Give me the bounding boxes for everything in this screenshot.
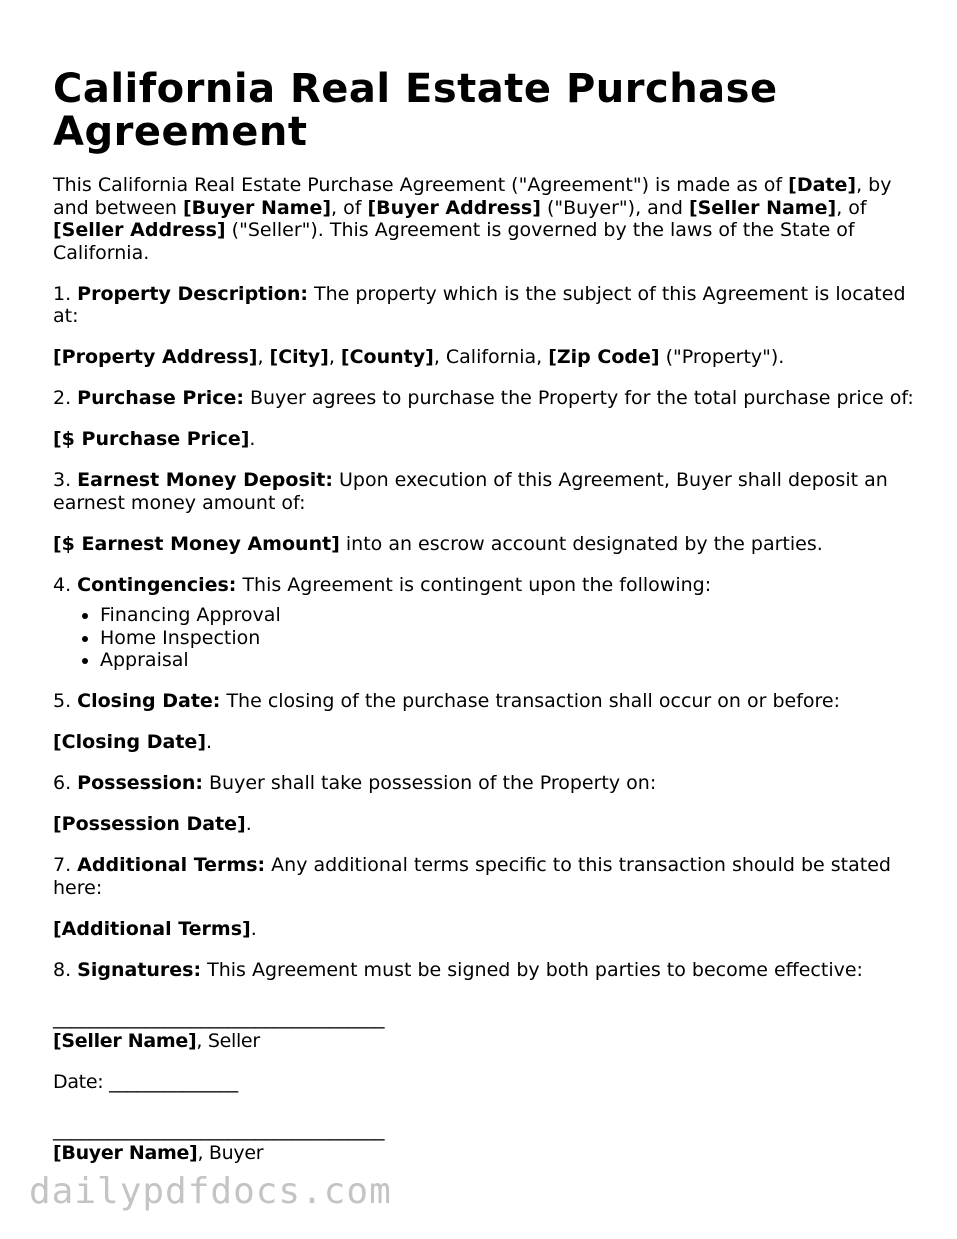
section-number: 8.	[53, 958, 78, 981]
buyer-role: , Buyer	[197, 1141, 264, 1164]
contingencies-list	[53, 604, 915, 672]
date-line	[53, 1071, 915, 1094]
section-heading: Closing Date:	[77, 690, 221, 712]
seller-signature-line: ____________________________________	[53, 1007, 385, 1029]
section-additional-terms	[53, 854, 915, 899]
section-earnest-money	[53, 469, 915, 514]
property-address-line	[53, 346, 915, 369]
buyer-name-placeholder: [Buyer Name]	[183, 196, 332, 219]
list-item: • Appraisal	[100, 649, 915, 672]
section-text: This Agreement is contingent upon the following:	[236, 573, 712, 596]
intro-paragraph	[53, 174, 915, 264]
buyer-signature-block	[53, 1119, 915, 1164]
section-number: 3.	[53, 469, 78, 491]
buyer-signature-line: ____________________________________	[53, 1119, 385, 1141]
section-text: Buyer shall take possession of the Property on:	[202, 772, 657, 794]
property-address-placeholder: [Property Address]	[53, 346, 258, 368]
list-item: • Home Inspection	[100, 627, 915, 650]
intro-text: , by and between	[53, 174, 892, 219]
intro-text: ("Buyer"), and	[540, 196, 689, 219]
separator: ,	[257, 346, 270, 368]
section-text: The closing of the purchase transaction shall occur on or before:	[220, 690, 841, 712]
section-heading: Purchase Price:	[77, 387, 244, 409]
document-page	[53, 68, 915, 1164]
additional-terms-placeholder: [Additional Terms]	[53, 917, 251, 940]
possession-date-line	[53, 813, 915, 836]
date-placeholder: [Date]	[788, 174, 857, 196]
section-text: Upon execution of this Agreement, Buyer shall deposit an earnest money amount of:	[53, 469, 888, 514]
section-closing-date	[53, 690, 915, 713]
section-number: 4.	[53, 573, 78, 596]
section-heading: Earnest Money Deposit:	[77, 469, 333, 491]
closing-date-line	[53, 731, 915, 754]
date-label: Date:	[53, 1070, 110, 1093]
seller-signature-label	[53, 1030, 915, 1053]
punctuation: .	[250, 917, 257, 940]
zip-code-placeholder: [Zip Code]	[548, 346, 660, 368]
buyer-address-placeholder: [Buyer Address]	[367, 196, 541, 219]
earnest-money-placeholder: [$ Earnest Money Amount]	[53, 532, 340, 555]
section-contingencies	[53, 574, 915, 597]
section-number: 6.	[53, 772, 78, 794]
section-heading: Property Description:	[77, 282, 308, 305]
section-heading: Contingencies:	[77, 573, 237, 596]
purchase-price-line	[53, 428, 915, 451]
intro-text: , of	[331, 196, 368, 219]
intro-text: ("Seller"). This Agreement is governed by the laws of the State of California.	[53, 219, 855, 264]
punctuation: .	[245, 813, 252, 835]
section-number: 2.	[53, 387, 78, 409]
section-possession	[53, 772, 915, 795]
state-text: , California,	[433, 346, 549, 368]
punctuation: .	[249, 428, 256, 450]
section-heading: Signatures:	[77, 958, 202, 981]
document-title: California Real Estate Purchase Agreement	[53, 66, 778, 155]
section-text: The property which is the subject of this Agreement is located at:	[53, 282, 906, 327]
seller-name-placeholder: [Seller Name]	[688, 196, 837, 219]
intro-text: This California Real Estate Purchase Agreement ("Agreement") is made as of	[53, 174, 789, 196]
list-item: • Financing Approval	[100, 604, 915, 627]
intro-text: , of	[836, 196, 867, 219]
section-number: 5.	[53, 690, 78, 712]
date-blank: ______________	[109, 1070, 238, 1093]
section-signatures	[53, 959, 915, 982]
buyer-signature-label	[53, 1142, 915, 1165]
property-tail: ("Property").	[659, 346, 785, 368]
watermark: dailypdfdocs.com	[29, 1171, 392, 1212]
section-heading: Additional Terms:	[77, 854, 266, 876]
seller-address-placeholder: [Seller Address]	[53, 219, 226, 241]
section-purchase-price	[53, 387, 915, 410]
section-text: Buyer agrees to purchase the Property for the total purchase price of:	[243, 387, 914, 409]
separator: ,	[328, 346, 341, 368]
section-property-description	[53, 283, 915, 328]
closing-date-placeholder: [Closing Date]	[53, 731, 207, 753]
section-number: 1.	[53, 282, 78, 305]
possession-date-placeholder: [Possession Date]	[53, 813, 246, 835]
punctuation: .	[206, 731, 213, 753]
city-placeholder: [City]	[269, 346, 329, 368]
earnest-money-tail: into an escrow account designated by the parties.	[339, 532, 823, 555]
seller-signature-block	[53, 1007, 915, 1052]
county-placeholder: [County]	[340, 346, 434, 368]
section-text: Any additional terms specific to this transaction should be stated here:	[53, 854, 891, 899]
purchase-price-placeholder: [$ Purchase Price]	[53, 428, 250, 450]
section-number: 7.	[53, 854, 78, 876]
earnest-money-line	[53, 533, 915, 556]
seller-role: , Seller	[196, 1029, 260, 1052]
seller-name-placeholder: [Seller Name]	[53, 1029, 197, 1052]
section-heading: Possession:	[77, 772, 203, 794]
additional-terms-line	[53, 918, 915, 941]
buyer-name-placeholder: [Buyer Name]	[53, 1141, 198, 1164]
section-text: This Agreement must be signed by both parties to become effective:	[201, 958, 863, 981]
